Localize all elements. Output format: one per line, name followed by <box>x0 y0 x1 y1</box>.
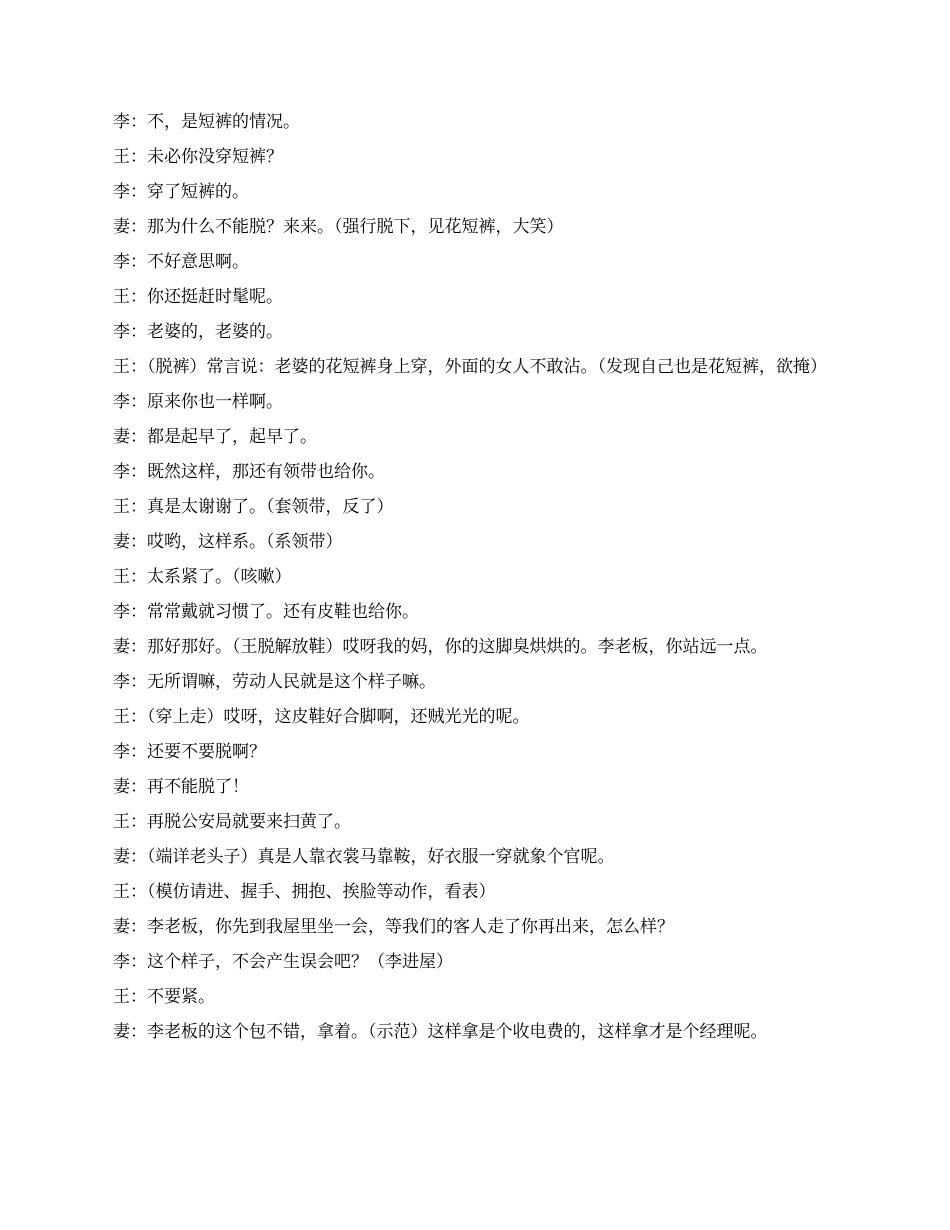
script-line: 王：太系紧了。（咳嗽） <box>113 567 292 587</box>
script-line: 李：还要不要脱啊？ <box>113 742 266 762</box>
script-line: 李：不好意思啊。 <box>113 252 249 272</box>
script-line: 李：既然这样，那还有领带也给你。 <box>113 462 385 482</box>
script-line: 妻：哎哟，这样系。（系领带） <box>113 532 343 552</box>
script-line: 妻：（端详老头子）真是人靠衣裳马靠鞍，好衣服一穿就象个官呢。 <box>113 847 615 867</box>
script-line: 王：不要紧。 <box>113 987 215 1007</box>
script-line: 妻：都是起早了，起早了。 <box>113 427 317 447</box>
script-line: 李：这个样子，不会产生误会吧？（李进屋） <box>113 952 453 972</box>
script-line: 王：再脱公安局就要来扫黄了。 <box>113 812 351 832</box>
script-line: 王：（穿上走）哎呀，这皮鞋好合脚啊，还贼光光的呢。 <box>113 707 530 727</box>
script-line: 妻：再不能脱了！ <box>113 777 249 797</box>
script-line: 王：真是太谢谢了。（套领带，反了） <box>113 497 394 517</box>
script-line: 李：不，是短裤的情况。 <box>113 112 300 132</box>
script-line: 李：穿了短裤的。 <box>113 182 249 202</box>
script-line: 李：常常戴就习惯了。还有皮鞋也给你。 <box>113 602 419 622</box>
script-line: 李：老婆的，老婆的。 <box>113 322 283 342</box>
script-line: 妻：那为什么不能脱？来来。（强行脱下，见花短裤，大笑） <box>113 217 564 237</box>
script-line: 李：原来你也一样啊。 <box>113 392 283 412</box>
script-line: 王：未必你没穿短裤？ <box>113 147 283 167</box>
script-line: 王：你还挺赶时髦呢。 <box>113 287 283 307</box>
script-line: 王：（脱裤）常言说：老婆的花短裤身上穿，外面的女人不敢沾。（发现自己也是花短裤，欲掩） <box>113 357 827 377</box>
script-line: 王：（模仿请进、握手、拥抱、挨脸等动作，看表） <box>113 882 496 902</box>
script-body <box>113 110 838 1055</box>
script-line: 李：无所谓嘛，劳动人民就是这个样子嘛。 <box>113 672 436 692</box>
script-line: 妻：李老板的这个包不错，拿着。（示范）这样拿是个收电费的，这样拿才是个经理呢。 <box>113 1022 768 1042</box>
script-line: 妻：那好那好。（王脱解放鞋）哎呀我的妈，你的这脚臭烘烘的。李老板，你站远一点。 <box>113 637 768 657</box>
script-line: 妻：李老板，你先到我屋里坐一会，等我们的客人走了你再出来，怎么样？ <box>113 917 674 937</box>
